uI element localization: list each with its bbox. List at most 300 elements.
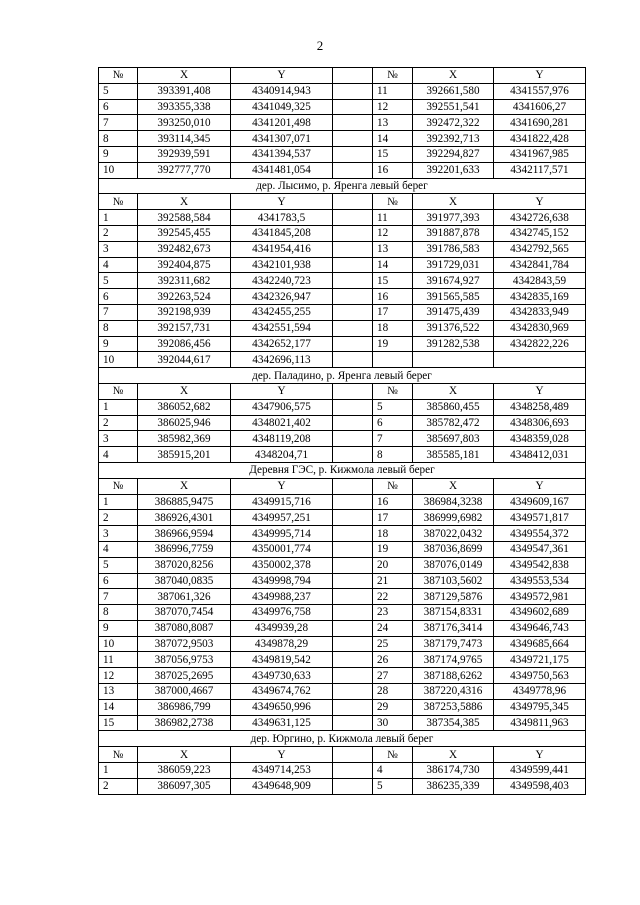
spacer-cell bbox=[333, 652, 373, 668]
point-number-right: 16 bbox=[373, 494, 413, 510]
table-row bbox=[99, 257, 586, 273]
point-number-left: 11 bbox=[99, 652, 138, 668]
x-coordinate-right bbox=[413, 352, 494, 368]
x-coordinate-right: 387129,5876 bbox=[413, 589, 494, 605]
spacer-cell bbox=[333, 778, 373, 794]
y-coordinate-right: 4349795,345 bbox=[494, 699, 586, 715]
table-row bbox=[99, 289, 586, 305]
table-row bbox=[99, 589, 586, 605]
point-number-right: 13 bbox=[373, 241, 413, 257]
point-number-right: 28 bbox=[373, 684, 413, 700]
x-coordinate-left: 387080,8087 bbox=[138, 620, 231, 636]
point-number-left: 8 bbox=[99, 320, 138, 336]
y-coordinate-right: 4342841,784 bbox=[494, 257, 586, 273]
table-row bbox=[99, 510, 586, 526]
spacer-cell bbox=[333, 225, 373, 241]
y-coordinate-right: 4349554,372 bbox=[494, 526, 586, 542]
y-coordinate-right: 4341690,281 bbox=[494, 115, 586, 131]
point-number-right: 16 bbox=[373, 289, 413, 305]
x-coordinate-right: 391977,393 bbox=[413, 210, 494, 226]
x-coordinate-left: 386966,9594 bbox=[138, 526, 231, 542]
header-row bbox=[99, 194, 586, 210]
x-coordinate-left: 386996,7759 bbox=[138, 541, 231, 557]
x-coordinate-left: 392588,584 bbox=[138, 210, 231, 226]
header-x-right: X bbox=[413, 383, 494, 399]
y-coordinate-right: 4341557,976 bbox=[494, 83, 586, 99]
spacer-cell bbox=[333, 336, 373, 352]
point-number-left: 1 bbox=[99, 763, 138, 779]
header-num-left: № bbox=[99, 478, 138, 494]
header-num-right: № bbox=[373, 68, 413, 84]
header-num-right: № bbox=[373, 747, 413, 763]
point-number-right: 23 bbox=[373, 605, 413, 621]
table-row bbox=[99, 399, 586, 415]
point-number-left: 2 bbox=[99, 510, 138, 526]
header-y-right: Y bbox=[494, 383, 586, 399]
table-row bbox=[99, 131, 586, 147]
header-row bbox=[99, 383, 586, 399]
y-coordinate-right: 4348412,031 bbox=[494, 447, 586, 463]
y-coordinate-left: 4349714,253 bbox=[231, 763, 333, 779]
header-row bbox=[99, 68, 586, 84]
x-coordinate-left: 392777,770 bbox=[138, 162, 231, 178]
point-number-right: 4 bbox=[373, 763, 413, 779]
header-y-left: Y bbox=[231, 194, 333, 210]
spacer-cell bbox=[333, 99, 373, 115]
spacer-cell bbox=[333, 83, 373, 99]
table-row bbox=[99, 431, 586, 447]
spacer-cell bbox=[333, 352, 373, 368]
header-y-right: Y bbox=[494, 747, 586, 763]
header-x-right: X bbox=[413, 747, 494, 763]
header-num-left: № bbox=[99, 194, 138, 210]
x-coordinate-left: 386982,2738 bbox=[138, 715, 231, 731]
y-coordinate-left: 4349998,794 bbox=[231, 573, 333, 589]
y-coordinate-left: 4341049,325 bbox=[231, 99, 333, 115]
point-number-left: 4 bbox=[99, 257, 138, 273]
y-coordinate-right: 4348306,693 bbox=[494, 415, 586, 431]
x-coordinate-right: 391729,031 bbox=[413, 257, 494, 273]
x-coordinate-right: 392661,580 bbox=[413, 83, 494, 99]
table-row bbox=[99, 83, 586, 99]
table-row bbox=[99, 320, 586, 336]
y-coordinate-right: 4349602,689 bbox=[494, 605, 586, 621]
point-number-right: 29 bbox=[373, 699, 413, 715]
x-coordinate-right: 386174,730 bbox=[413, 763, 494, 779]
y-coordinate-left: 4342696,113 bbox=[231, 352, 333, 368]
point-number-right bbox=[373, 352, 413, 368]
y-coordinate-right: 4349572,981 bbox=[494, 589, 586, 605]
y-coordinate-left: 4342551,594 bbox=[231, 320, 333, 336]
header-x-left: X bbox=[138, 68, 231, 84]
y-coordinate-left: 4349878,29 bbox=[231, 636, 333, 652]
header-num-left: № bbox=[99, 383, 138, 399]
x-coordinate-right: 391376,522 bbox=[413, 320, 494, 336]
point-number-left: 1 bbox=[99, 399, 138, 415]
spacer-cell bbox=[333, 241, 373, 257]
x-coordinate-left: 387040,0835 bbox=[138, 573, 231, 589]
section-title-row bbox=[99, 731, 586, 747]
x-coordinate-right: 391674,927 bbox=[413, 273, 494, 289]
y-coordinate-right: 4349599,441 bbox=[494, 763, 586, 779]
table-row bbox=[99, 415, 586, 431]
x-coordinate-right: 386984,3238 bbox=[413, 494, 494, 510]
y-coordinate-right: 4349685,664 bbox=[494, 636, 586, 652]
point-number-left: 10 bbox=[99, 352, 138, 368]
x-coordinate-right: 385585,181 bbox=[413, 447, 494, 463]
spacer-cell bbox=[333, 131, 373, 147]
header-num-right: № bbox=[373, 383, 413, 399]
y-coordinate-right: 4349750,563 bbox=[494, 668, 586, 684]
y-coordinate-left: 4341954,416 bbox=[231, 241, 333, 257]
header-x-left: X bbox=[138, 194, 231, 210]
x-coordinate-left: 393391,408 bbox=[138, 83, 231, 99]
point-number-right: 14 bbox=[373, 131, 413, 147]
table-row bbox=[99, 336, 586, 352]
y-coordinate-left: 4342455,255 bbox=[231, 304, 333, 320]
point-number-right: 8 bbox=[373, 447, 413, 463]
table-row bbox=[99, 241, 586, 257]
header-row bbox=[99, 478, 586, 494]
point-number-right: 30 bbox=[373, 715, 413, 731]
x-coordinate-left: 386986,799 bbox=[138, 699, 231, 715]
table-row bbox=[99, 557, 586, 573]
y-coordinate-left: 4349915,716 bbox=[231, 494, 333, 510]
spacer-cell bbox=[333, 620, 373, 636]
table-row bbox=[99, 304, 586, 320]
x-coordinate-right: 392551,541 bbox=[413, 99, 494, 115]
y-coordinate-right bbox=[494, 352, 586, 368]
table-row bbox=[99, 210, 586, 226]
point-number-right: 25 bbox=[373, 636, 413, 652]
coordinates-table bbox=[98, 67, 586, 795]
header-x-right: X bbox=[413, 194, 494, 210]
point-number-left: 12 bbox=[99, 668, 138, 684]
x-coordinate-right: 387103,5602 bbox=[413, 573, 494, 589]
section-title: Деревня ГЭС, р. Кижмола левый берег bbox=[99, 462, 586, 478]
point-number-right: 24 bbox=[373, 620, 413, 636]
table-row bbox=[99, 225, 586, 241]
header-spacer bbox=[333, 194, 373, 210]
header-x-left: X bbox=[138, 383, 231, 399]
x-coordinate-right: 392392,713 bbox=[413, 131, 494, 147]
y-coordinate-right: 4342843,59 bbox=[494, 273, 586, 289]
x-coordinate-left: 386025,946 bbox=[138, 415, 231, 431]
section-title: дер. Лысимо, р. Яренга левый берег bbox=[99, 178, 586, 194]
x-coordinate-right: 387154,8331 bbox=[413, 605, 494, 621]
x-coordinate-left: 393114,345 bbox=[138, 131, 231, 147]
x-coordinate-right: 386235,339 bbox=[413, 778, 494, 794]
point-number-left: 2 bbox=[99, 778, 138, 794]
x-coordinate-left: 386097,305 bbox=[138, 778, 231, 794]
y-coordinate-left: 4349819,542 bbox=[231, 652, 333, 668]
spacer-cell bbox=[333, 636, 373, 652]
point-number-right: 26 bbox=[373, 652, 413, 668]
x-coordinate-left: 392157,731 bbox=[138, 320, 231, 336]
x-coordinate-right: 387220,4316 bbox=[413, 684, 494, 700]
x-coordinate-left: 387061,326 bbox=[138, 589, 231, 605]
point-number-right: 14 bbox=[373, 257, 413, 273]
spacer-cell bbox=[333, 541, 373, 557]
section-title: дер. Паладино, р. Яренга левый берег bbox=[99, 368, 586, 384]
point-number-right: 21 bbox=[373, 573, 413, 589]
y-coordinate-left: 4341481,054 bbox=[231, 162, 333, 178]
table-row bbox=[99, 352, 586, 368]
spacer-cell bbox=[333, 304, 373, 320]
x-coordinate-left: 392545,455 bbox=[138, 225, 231, 241]
point-number-left: 2 bbox=[99, 415, 138, 431]
point-number-left: 10 bbox=[99, 162, 138, 178]
point-number-right: 18 bbox=[373, 320, 413, 336]
table-row bbox=[99, 494, 586, 510]
y-coordinate-left: 4348119,208 bbox=[231, 431, 333, 447]
spacer-cell bbox=[333, 605, 373, 621]
spacer-cell bbox=[333, 146, 373, 162]
y-coordinate-left: 4341394,537 bbox=[231, 146, 333, 162]
y-coordinate-right: 4342833,949 bbox=[494, 304, 586, 320]
x-coordinate-left: 386885,9475 bbox=[138, 494, 231, 510]
header-spacer bbox=[333, 478, 373, 494]
table-row bbox=[99, 541, 586, 557]
point-number-right: 16 bbox=[373, 162, 413, 178]
spacer-cell bbox=[333, 115, 373, 131]
y-coordinate-left: 4350002,378 bbox=[231, 557, 333, 573]
header-y-left: Y bbox=[231, 383, 333, 399]
y-coordinate-left: 4342326,947 bbox=[231, 289, 333, 305]
y-coordinate-right: 4349571,817 bbox=[494, 510, 586, 526]
y-coordinate-left: 4349957,251 bbox=[231, 510, 333, 526]
x-coordinate-right: 392472,322 bbox=[413, 115, 494, 131]
point-number-right: 6 bbox=[373, 415, 413, 431]
table-row bbox=[99, 447, 586, 463]
point-number-right: 13 bbox=[373, 115, 413, 131]
y-coordinate-right: 4349547,361 bbox=[494, 541, 586, 557]
header-x-right: X bbox=[413, 68, 494, 84]
y-coordinate-left: 4342240,723 bbox=[231, 273, 333, 289]
header-y-right: Y bbox=[494, 194, 586, 210]
section-title: дер. Юргино, р. Кижмола левый берег bbox=[99, 731, 586, 747]
section-title-row bbox=[99, 368, 586, 384]
section-title-row bbox=[99, 462, 586, 478]
table-row bbox=[99, 763, 586, 779]
x-coordinate-left: 392198,939 bbox=[138, 304, 231, 320]
point-number-left: 5 bbox=[99, 557, 138, 573]
point-number-left: 8 bbox=[99, 131, 138, 147]
spacer-cell bbox=[333, 273, 373, 289]
y-coordinate-right: 4348258,489 bbox=[494, 399, 586, 415]
point-number-left: 13 bbox=[99, 684, 138, 700]
point-number-left: 15 bbox=[99, 715, 138, 731]
x-coordinate-right: 391786,583 bbox=[413, 241, 494, 257]
header-spacer bbox=[333, 68, 373, 84]
x-coordinate-right: 386999,6982 bbox=[413, 510, 494, 526]
spacer-cell bbox=[333, 399, 373, 415]
table-row bbox=[99, 605, 586, 621]
spacer-cell bbox=[333, 684, 373, 700]
y-coordinate-right: 4349542,838 bbox=[494, 557, 586, 573]
table-row bbox=[99, 715, 586, 731]
table-row bbox=[99, 684, 586, 700]
x-coordinate-right: 387176,3414 bbox=[413, 620, 494, 636]
spacer-cell bbox=[333, 431, 373, 447]
y-coordinate-left: 4340914,943 bbox=[231, 83, 333, 99]
x-coordinate-right: 387179,7473 bbox=[413, 636, 494, 652]
x-coordinate-right: 387036,8699 bbox=[413, 541, 494, 557]
y-coordinate-right: 4342117,571 bbox=[494, 162, 586, 178]
spacer-cell bbox=[333, 668, 373, 684]
point-number-left: 9 bbox=[99, 336, 138, 352]
point-number-left: 4 bbox=[99, 541, 138, 557]
point-number-right: 12 bbox=[373, 99, 413, 115]
x-coordinate-left: 393250,010 bbox=[138, 115, 231, 131]
spacer-cell bbox=[333, 289, 373, 305]
header-y-right: Y bbox=[494, 68, 586, 84]
y-coordinate-left: 4349631,125 bbox=[231, 715, 333, 731]
point-number-left: 3 bbox=[99, 241, 138, 257]
table-row bbox=[99, 99, 586, 115]
header-spacer bbox=[333, 383, 373, 399]
x-coordinate-left: 387072,9503 bbox=[138, 636, 231, 652]
spacer-cell bbox=[333, 415, 373, 431]
y-coordinate-right: 4341822,428 bbox=[494, 131, 586, 147]
x-coordinate-right: 392294,827 bbox=[413, 146, 494, 162]
y-coordinate-left: 4341845,208 bbox=[231, 225, 333, 241]
y-coordinate-left: 4341783,5 bbox=[231, 210, 333, 226]
point-number-left: 3 bbox=[99, 526, 138, 542]
spacer-cell bbox=[333, 573, 373, 589]
y-coordinate-right: 4348359,028 bbox=[494, 431, 586, 447]
point-number-left: 9 bbox=[99, 620, 138, 636]
table-row bbox=[99, 573, 586, 589]
spacer-cell bbox=[333, 715, 373, 731]
y-coordinate-left: 4349650,996 bbox=[231, 699, 333, 715]
spacer-cell bbox=[333, 494, 373, 510]
point-number-right: 19 bbox=[373, 336, 413, 352]
x-coordinate-left: 386926,4301 bbox=[138, 510, 231, 526]
point-number-right: 11 bbox=[373, 210, 413, 226]
point-number-left: 8 bbox=[99, 605, 138, 621]
y-coordinate-left: 4349648,909 bbox=[231, 778, 333, 794]
x-coordinate-right: 391475,439 bbox=[413, 304, 494, 320]
x-coordinate-right: 387253,5886 bbox=[413, 699, 494, 715]
header-y-left: Y bbox=[231, 747, 333, 763]
point-number-right: 15 bbox=[373, 146, 413, 162]
table-row bbox=[99, 778, 586, 794]
header-y-right: Y bbox=[494, 478, 586, 494]
header-row bbox=[99, 747, 586, 763]
y-coordinate-left: 4349988,237 bbox=[231, 589, 333, 605]
y-coordinate-right: 4349721,175 bbox=[494, 652, 586, 668]
point-number-left: 6 bbox=[99, 289, 138, 305]
point-number-left: 14 bbox=[99, 699, 138, 715]
x-coordinate-left: 385915,201 bbox=[138, 447, 231, 463]
spacer-cell bbox=[333, 510, 373, 526]
x-coordinate-left: 392939,591 bbox=[138, 146, 231, 162]
x-coordinate-left: 392044,617 bbox=[138, 352, 231, 368]
x-coordinate-right: 385697,803 bbox=[413, 431, 494, 447]
spacer-cell bbox=[333, 589, 373, 605]
y-coordinate-left: 4341201,498 bbox=[231, 115, 333, 131]
x-coordinate-right: 385782,472 bbox=[413, 415, 494, 431]
x-coordinate-left: 392086,456 bbox=[138, 336, 231, 352]
header-num-left: № bbox=[99, 747, 138, 763]
y-coordinate-left: 4342101,938 bbox=[231, 257, 333, 273]
point-number-right: 5 bbox=[373, 778, 413, 794]
y-coordinate-left: 4349976,758 bbox=[231, 605, 333, 621]
point-number-left: 9 bbox=[99, 146, 138, 162]
x-coordinate-right: 387022,0432 bbox=[413, 526, 494, 542]
y-coordinate-left: 4349939,28 bbox=[231, 620, 333, 636]
y-coordinate-right: 4342726,638 bbox=[494, 210, 586, 226]
point-number-left: 5 bbox=[99, 273, 138, 289]
x-coordinate-left: 387000,4667 bbox=[138, 684, 231, 700]
point-number-left: 7 bbox=[99, 115, 138, 131]
table-row bbox=[99, 115, 586, 131]
point-number-right: 11 bbox=[373, 83, 413, 99]
table-row bbox=[99, 699, 586, 715]
x-coordinate-right: 391565,585 bbox=[413, 289, 494, 305]
spacer-cell bbox=[333, 210, 373, 226]
header-spacer bbox=[333, 747, 373, 763]
y-coordinate-left: 4349674,762 bbox=[231, 684, 333, 700]
point-number-right: 5 bbox=[373, 399, 413, 415]
x-coordinate-left: 387025,2695 bbox=[138, 668, 231, 684]
x-coordinate-left: 392263,524 bbox=[138, 289, 231, 305]
point-number-right: 17 bbox=[373, 304, 413, 320]
header-num-right: № bbox=[373, 194, 413, 210]
y-coordinate-right: 4342835,169 bbox=[494, 289, 586, 305]
point-number-right: 27 bbox=[373, 668, 413, 684]
table-row bbox=[99, 652, 586, 668]
x-coordinate-right: 387188,6262 bbox=[413, 668, 494, 684]
y-coordinate-left: 4342652,177 bbox=[231, 336, 333, 352]
y-coordinate-right: 4341967,985 bbox=[494, 146, 586, 162]
table-row bbox=[99, 146, 586, 162]
x-coordinate-right: 387174,9765 bbox=[413, 652, 494, 668]
x-coordinate-left: 393355,338 bbox=[138, 99, 231, 115]
header-y-left: Y bbox=[231, 68, 333, 84]
point-number-left: 7 bbox=[99, 589, 138, 605]
y-coordinate-left: 4349995,714 bbox=[231, 526, 333, 542]
point-number-left: 10 bbox=[99, 636, 138, 652]
point-number-left: 1 bbox=[99, 210, 138, 226]
point-number-left: 6 bbox=[99, 99, 138, 115]
spacer-cell bbox=[333, 320, 373, 336]
y-coordinate-right: 4342792,565 bbox=[494, 241, 586, 257]
x-coordinate-right: 387354,385 bbox=[413, 715, 494, 731]
table-row bbox=[99, 668, 586, 684]
x-coordinate-left: 392404,875 bbox=[138, 257, 231, 273]
spacer-cell bbox=[333, 699, 373, 715]
point-number-left: 3 bbox=[99, 431, 138, 447]
point-number-left: 1 bbox=[99, 494, 138, 510]
header-y-left: Y bbox=[231, 478, 333, 494]
y-coordinate-right: 4342822,226 bbox=[494, 336, 586, 352]
y-coordinate-left: 4348204,71 bbox=[231, 447, 333, 463]
x-coordinate-right: 391282,538 bbox=[413, 336, 494, 352]
x-coordinate-left: 387056,9753 bbox=[138, 652, 231, 668]
spacer-cell bbox=[333, 526, 373, 542]
point-number-right: 22 bbox=[373, 589, 413, 605]
point-number-left: 7 bbox=[99, 304, 138, 320]
table-row bbox=[99, 636, 586, 652]
y-coordinate-left: 4341307,071 bbox=[231, 131, 333, 147]
y-coordinate-left: 4350001,774 bbox=[231, 541, 333, 557]
spacer-cell bbox=[333, 162, 373, 178]
point-number-right: 7 bbox=[373, 431, 413, 447]
y-coordinate-left: 4347906,575 bbox=[231, 399, 333, 415]
table-row bbox=[99, 620, 586, 636]
